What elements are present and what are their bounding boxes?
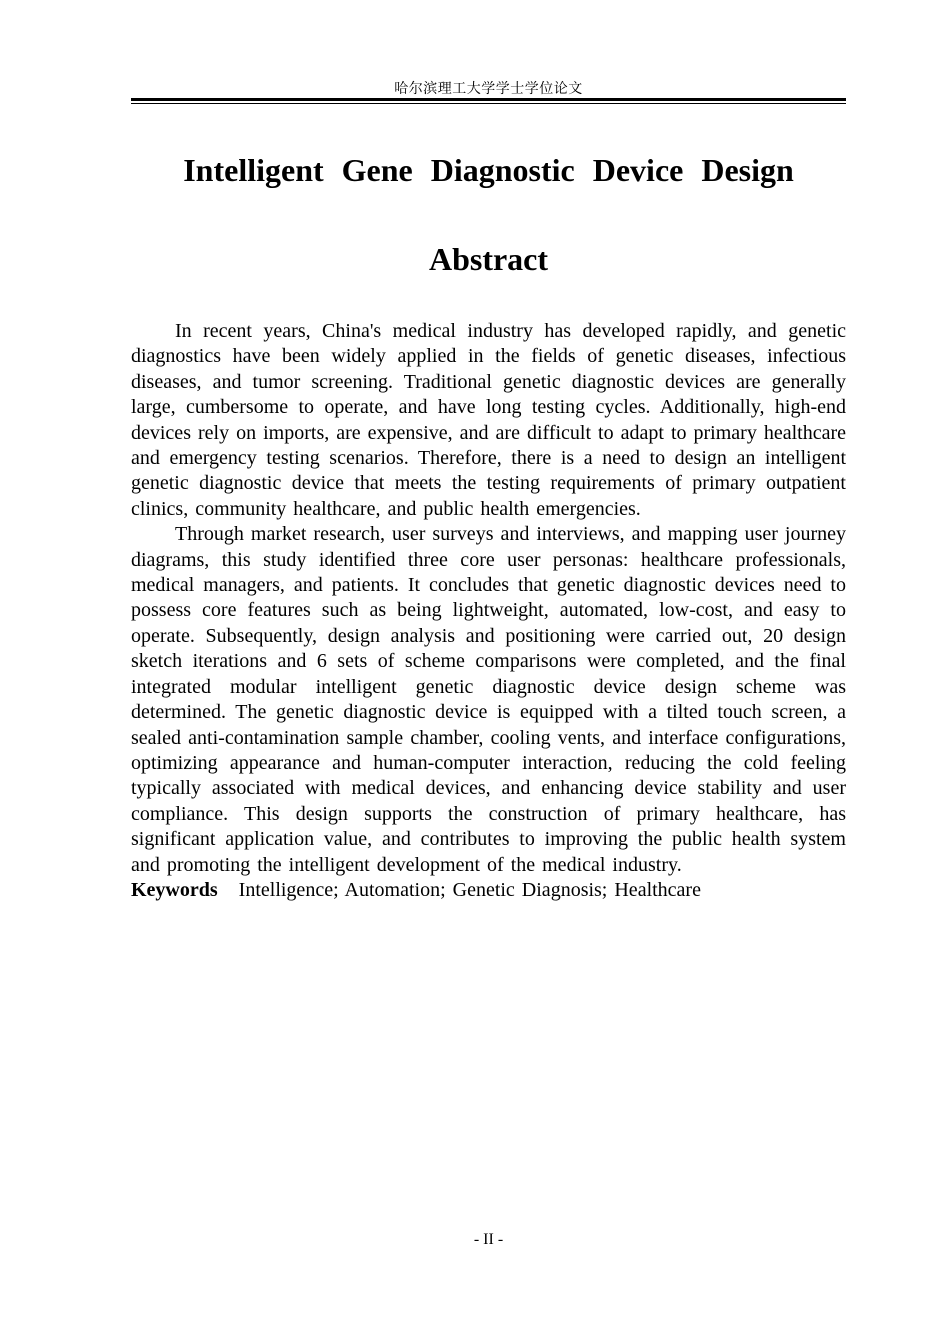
running-header: 哈尔滨理工大学学士学位论文 [394,81,583,97]
header-rule-thin [131,103,846,104]
page-number: - II - [473,1231,504,1248]
abstract-paragraph-2: Through market research, user surveys and interviews, and mapping user journey diagrams, this study identified three core user personas: healthcare professionals, medical managers, and patients. It concludes that genetic diagnostic devices need to possess core features such as being lightweight, automated, low-cost, and easy to operate. Subsequently, design analysis and positioning were carried out, 20 design sketch iterations and 6 sets of scheme comparisons were completed, and the final integrated modular intelligent genetic diagnostic device design scheme was determined. The genetic diagnostic device is equipped with a tilted touch screen, a sealed anti-contamination sample chamber, cooling vents, and interface configurations, optimizing appearance and human-computer interaction, reducing the cold feeling typically associated with medical devices, and enhancing device stability and user compliance. This design supports the construction of primary healthcare, has significant application value, and contributes to improving the public health system and promoting the intelligent development of the medical industry. [131,523,846,876]
header-rule-thick [131,98,846,101]
keywords-line [131,878,846,903]
abstract-heading: Abstract [428,241,549,277]
keywords-list: Intelligence; Automation; Genetic Diagnosis; Healthcare [238,878,701,901]
keywords-label: Keywords [131,878,218,901]
thesis-title: Intelligent Gene Diagnostic Device Design [183,152,794,188]
abstract-paragraph-1: In recent years, China's medical industry has developed rapidly, and genetic diagnostics have been widely applied in the fields of genetic diseases, infectious diseases, and tumor screening. Traditional genetic diagnostic devices are generally large, cumbersome to operate, and have long testing cycles. Additionally, high-end devices rely on imports, are expensive, and are difficult to adapt to primary healthcare and emergency testing scenarios. Therefore, there is a need to design an intelligent genetic diagnostic device that meets the testing requirements of primary outpatient clinics, community healthcare, and public health emergencies. [131,320,846,520]
abstract-body [131,319,846,903]
